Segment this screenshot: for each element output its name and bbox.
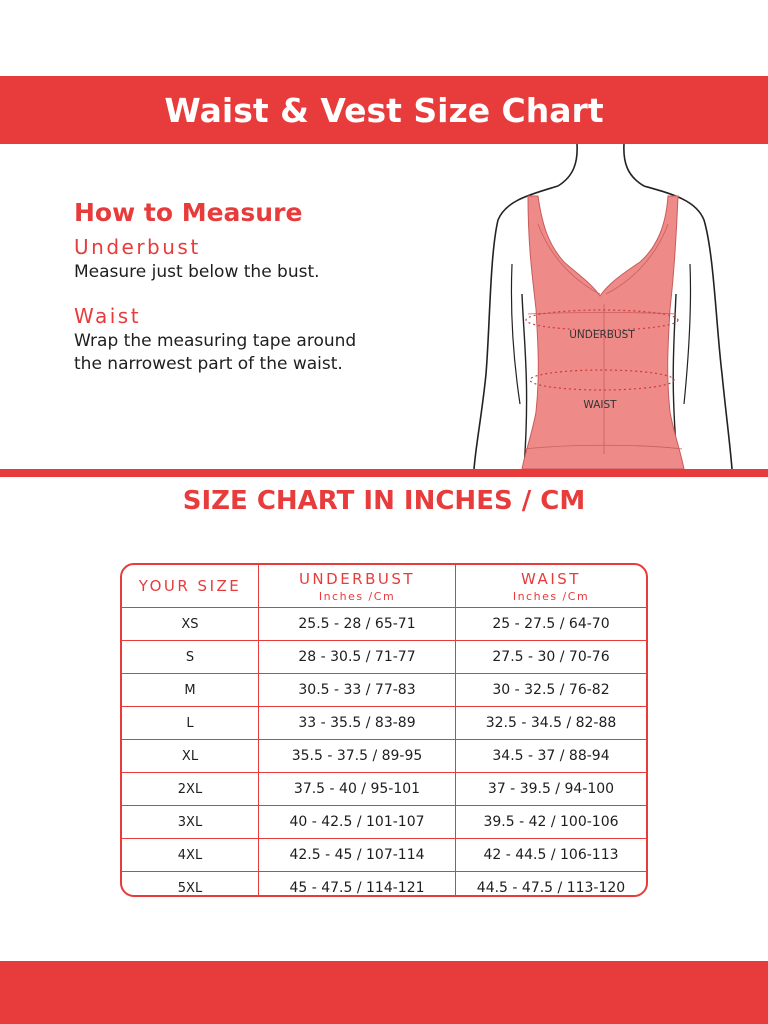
waist-cell: 37 - 39.5 / 94-100 xyxy=(456,773,647,806)
waist-cell: 27.5 - 30 / 70-76 xyxy=(456,641,647,674)
size-cell: 5XL xyxy=(122,872,259,898)
size-cell: XS xyxy=(122,608,259,641)
waist-cell: 34.5 - 37 / 88-94 xyxy=(456,740,647,773)
table-row xyxy=(122,740,646,773)
underbust-description: Measure just below the bust. xyxy=(74,262,320,282)
size-cell: L xyxy=(122,707,259,740)
underbust-cell: 30.5 - 33 / 77-83 xyxy=(259,674,456,707)
waist-cell: 25 - 27.5 / 64-70 xyxy=(456,608,647,641)
size-cell: 4XL xyxy=(122,839,259,872)
waist-cell: 44.5 - 47.5 / 113-120 xyxy=(476,880,626,896)
size-cell: S xyxy=(122,641,259,674)
column-header-underbust xyxy=(259,565,456,608)
size-cell: 2XL xyxy=(122,773,259,806)
column-header-waist xyxy=(456,565,647,608)
size-cell: XL xyxy=(122,740,259,773)
underbust-cell: 25.5 - 28 / 65-71 xyxy=(259,608,456,641)
how-to-measure-section xyxy=(74,198,434,376)
page-title: Waist & Vest Size Chart xyxy=(164,90,604,130)
underbust-cell: 28 - 30.5 / 71-77 xyxy=(259,641,456,674)
underbust-cell: 40 - 42.5 / 101-107 xyxy=(259,806,456,839)
title-banner xyxy=(0,76,768,144)
underbust-cell: 33 - 35.5 / 83-89 xyxy=(259,707,456,740)
table-row xyxy=(122,707,646,740)
waist-term: Waist xyxy=(74,304,142,328)
table-row xyxy=(122,674,646,707)
size-chart-table xyxy=(120,563,648,897)
table-row xyxy=(122,839,646,872)
table-row xyxy=(122,806,646,839)
underbust-figure-label: UNDERBUST xyxy=(569,329,635,341)
waist-cell: 32.5 - 34.5 / 82-88 xyxy=(456,707,647,740)
table-header-row xyxy=(122,565,646,608)
waist-description-line: the narrowest part of the waist. xyxy=(74,354,343,374)
waist-description-line: Wrap the measuring tape around xyxy=(74,331,357,351)
section-divider xyxy=(0,469,768,477)
waist-cell: 39.5 - 42 / 100-106 xyxy=(456,806,647,839)
body-measurement-illustration xyxy=(440,144,768,469)
footer-banner xyxy=(0,961,768,1024)
underbust-cell: 45 - 47.5 / 114-121 xyxy=(259,872,456,898)
waist-cell: 30 - 32.5 / 76-82 xyxy=(456,674,647,707)
table-row xyxy=(122,641,646,674)
size-chart-title: SIZE CHART IN INCHES / CM xyxy=(182,486,586,516)
underbust-cell: 35.5 - 37.5 / 89-95 xyxy=(259,740,456,773)
waist-description xyxy=(74,330,434,376)
column-header-label: YOUR SIZE xyxy=(138,577,242,595)
column-header-unit: Inches /Cm xyxy=(512,589,590,603)
table-row xyxy=(122,608,646,641)
table-row xyxy=(122,773,646,806)
column-header-label: UNDERBUST xyxy=(298,569,416,588)
body-figure-svg xyxy=(440,144,768,469)
table-row xyxy=(122,872,646,898)
size-cell: 3XL xyxy=(122,806,259,839)
waist-figure-label: WAIST xyxy=(583,399,617,411)
column-header-size xyxy=(122,565,259,608)
how-to-measure-title: How to Measure xyxy=(74,198,303,227)
column-header-unit: Inches /Cm xyxy=(318,589,396,603)
column-header-label: WAIST xyxy=(521,569,581,588)
underbust-cell: 37.5 - 40 / 95-101 xyxy=(259,773,456,806)
underbust-term: Underbust xyxy=(74,235,201,259)
size-cell: M xyxy=(122,674,259,707)
underbust-cell: 42.5 - 45 / 107-114 xyxy=(259,839,456,872)
waist-cell: 42 - 44.5 / 106-113 xyxy=(456,839,647,872)
